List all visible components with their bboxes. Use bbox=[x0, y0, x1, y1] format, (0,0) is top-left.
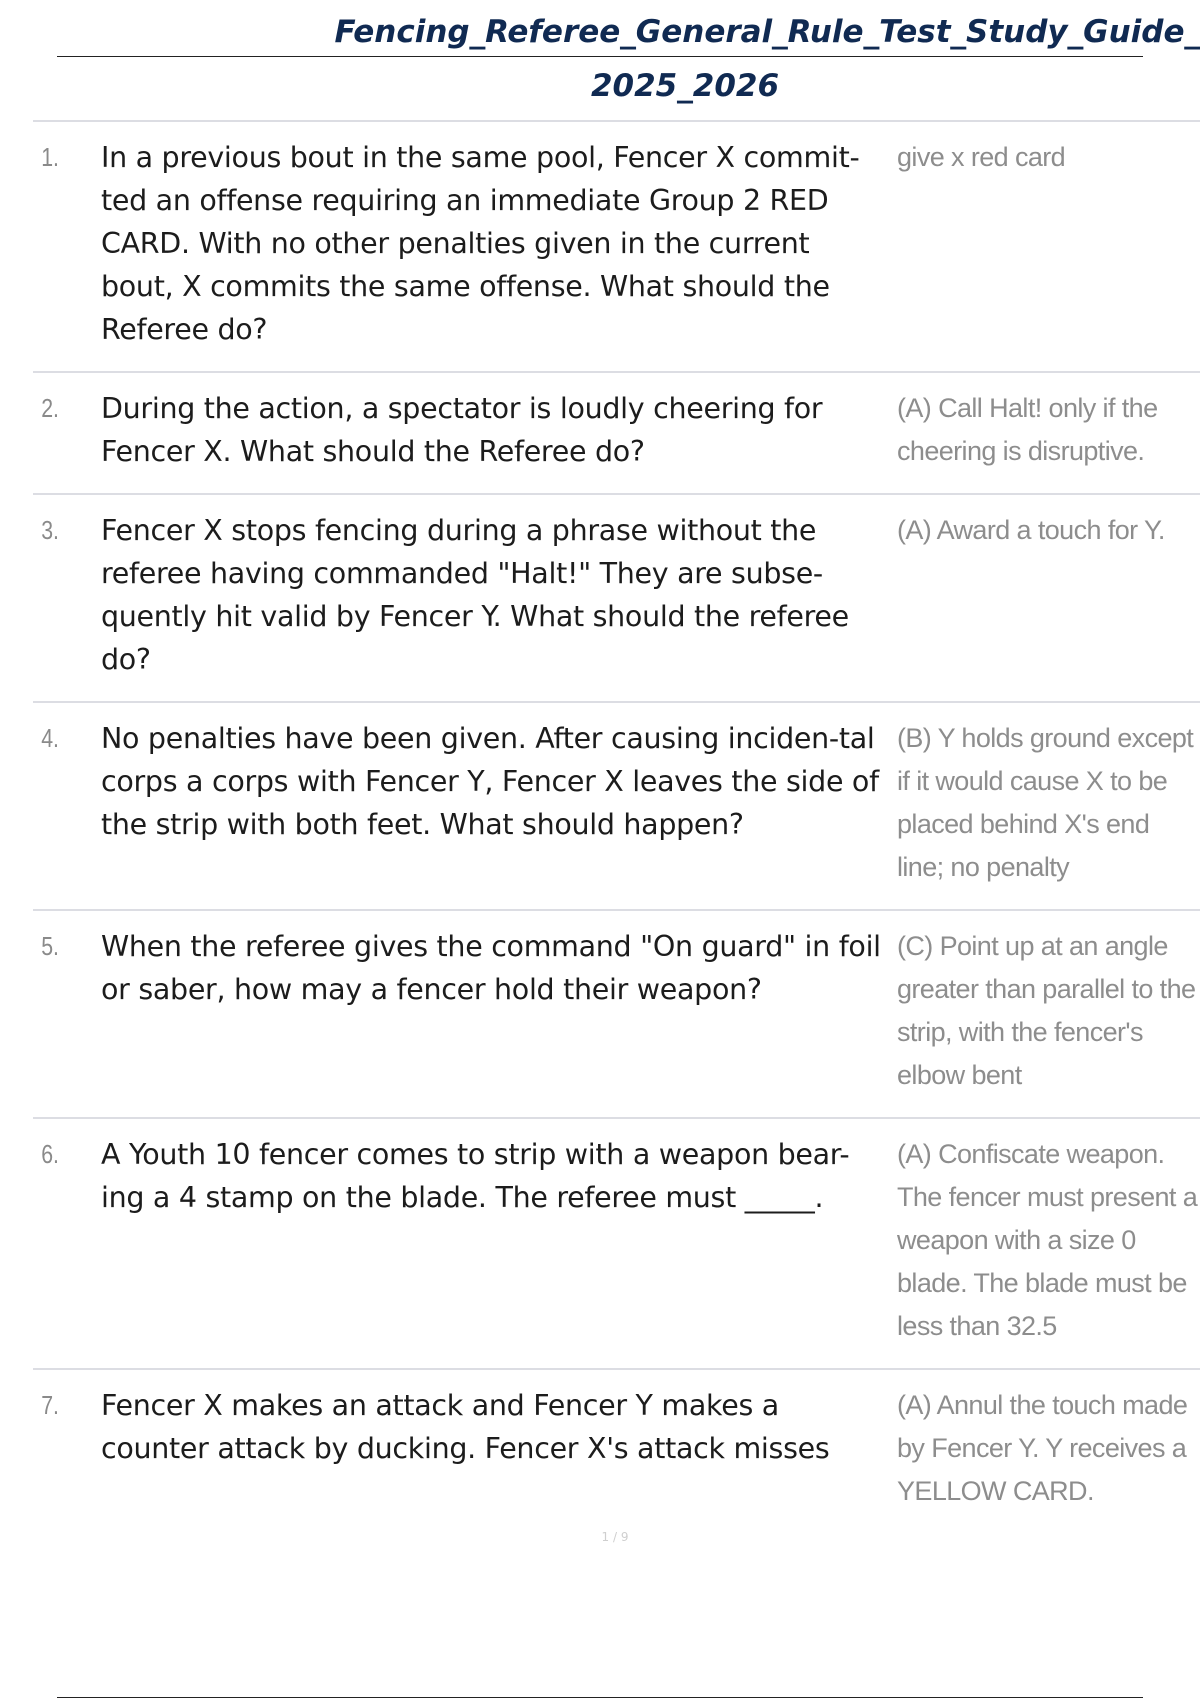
question-number: 2. bbox=[41, 393, 59, 423]
footer-rule bbox=[57, 1697, 1143, 1698]
question-number: 3. bbox=[41, 515, 59, 545]
title-underline bbox=[57, 56, 1143, 57]
question-text: A Youth 10 fencer comes to strip with a weapon bear-ing a 4 stamp on the blade. The referee must _____. bbox=[101, 1138, 850, 1214]
answer-text: (A) Confiscate weapon. The fencer must present a weapon with a size 0 blade. The blade must be less than 32.5 bbox=[897, 1139, 1198, 1341]
question-row-5 bbox=[33, 911, 1200, 1119]
question-row-1 bbox=[33, 122, 1200, 373]
question-row-7 bbox=[33, 1370, 1200, 1533]
question-text: No penalties have been given. After causing inciden-tal corps a corps with Fencer Y, Fencer X leaves the side of the strip with both feet. What should happen? bbox=[101, 722, 879, 841]
question-text: During the action, a spectator is loudly cheering for Fencer X. What should the Referee do? bbox=[101, 392, 823, 468]
question-text: Fencer X stops fencing during a phrase without the referee having commanded "Halt!" They are subse-quently hit valid by Fencer Y. What should the referee do? bbox=[101, 514, 849, 676]
answer-text: (B) Y holds ground except if it would cause X to be placed behind X's end line; no penalty bbox=[897, 723, 1194, 882]
question-number: 1. bbox=[41, 142, 59, 172]
question-text: In a previous bout in the same pool, Fencer X commit-ted an offense requiring an immediate Group 2 RED CARD. With no other penalties given in the current bout, X commits the same offense. What should the Referee do? bbox=[101, 141, 860, 346]
answer-text: (A) Annul the touch made by Fencer Y. Y receives a YELLOW CARD. bbox=[897, 1390, 1188, 1506]
question-answer-list bbox=[33, 120, 1200, 1533]
question-text: When the referee gives the command "On guard" in foil or saber, how may a fencer hold their weapon? bbox=[101, 930, 881, 1006]
question-number: 7. bbox=[41, 1390, 59, 1420]
answer-text: (A) Award a touch for Y. bbox=[897, 515, 1165, 545]
page-indicator: 1 / 9 bbox=[601, 1530, 629, 1544]
document-title-line-1: Fencing_Referee_General_Rule_Test_Study_Guide_ bbox=[334, 14, 1200, 50]
question-row-2 bbox=[33, 373, 1200, 495]
answer-text: give x red card bbox=[897, 142, 1066, 172]
question-row-4 bbox=[33, 703, 1200, 911]
document-title-line-2: 2025_2026 bbox=[590, 68, 780, 104]
question-row-6 bbox=[33, 1119, 1200, 1370]
question-row-3 bbox=[33, 495, 1200, 703]
question-number: 5. bbox=[41, 931, 59, 961]
question-number: 4. bbox=[41, 723, 59, 753]
question-text: Fencer X makes an attack and Fencer Y makes a counter attack by ducking. Fencer X's attack misses bbox=[101, 1389, 830, 1465]
question-number: 6. bbox=[41, 1139, 59, 1169]
answer-text: (A) Call Halt! only if the cheering is disruptive. bbox=[897, 393, 1158, 466]
answer-text: (C) Point up at an angle greater than parallel to the strip, with the fencer's elbow bent bbox=[897, 931, 1196, 1090]
